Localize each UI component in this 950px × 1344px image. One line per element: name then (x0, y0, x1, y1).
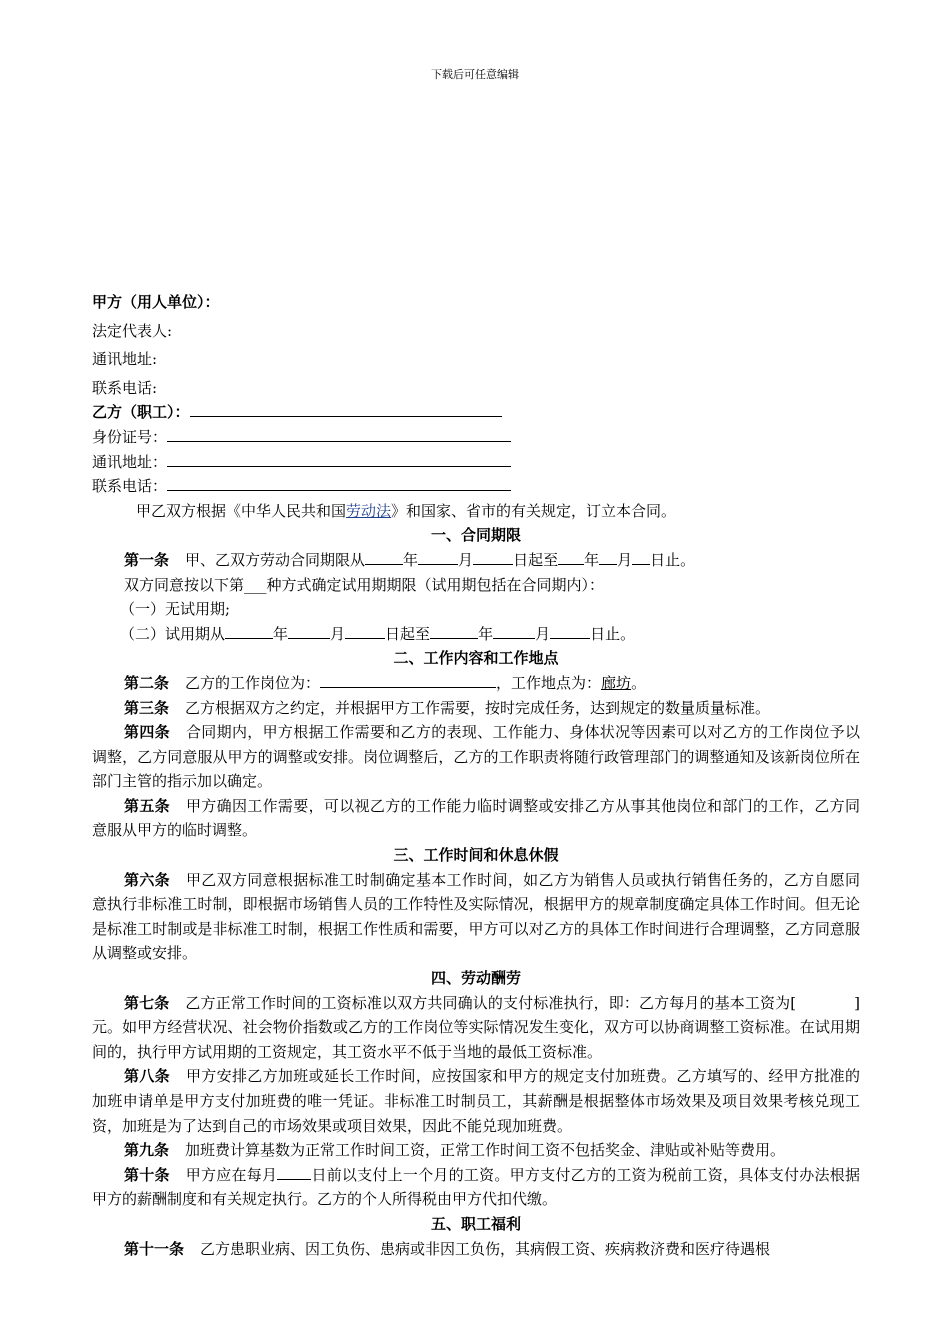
blank-field (288, 622, 330, 639)
article-4-label: 第四条 (124, 723, 170, 742)
article-10-text-2: 日前以支付上一个月的工资。甲方支付乙方的工资为税前工资，具体支付办法根据甲方的薪酬制度和有关规定执行。乙方的个人所得税由甲方代扣代缴。 (92, 1165, 860, 1209)
article-1 (92, 548, 860, 573)
article-11-label: 第十一条 (124, 1239, 185, 1258)
article-4 (92, 720, 860, 794)
article-5 (92, 794, 860, 843)
intro-paragraph (92, 499, 860, 524)
article-8 (92, 1064, 860, 1138)
article-1-text: 甲、乙双方劳动合同期限从 (185, 550, 366, 569)
trial-option-1: （一）无试用期; (120, 600, 231, 619)
party-b-address-field (167, 450, 511, 467)
party-a-title: 甲方（用人单位）： (92, 293, 220, 311)
trial-option-2 (92, 622, 860, 647)
section-5-title: 五、职工福利 (430, 1214, 521, 1233)
article-10-text-1: 甲方应在每月 (185, 1165, 278, 1184)
contract-body (92, 290, 860, 1261)
article-8-text: 甲方安排乙方加班或延长工作时间，应按国家和甲方的规定支付加班费。乙方填写的、经甲方批准的加班申请单是甲方支付加班费的唯一凭证。非标准工时制员工，其薪酬是根据整体市场效果及项目效果考核兑现工资，加班是为了达到自己的市场效果或项目效果，因此不能兑现加班费。 (92, 1067, 860, 1135)
blank-field (473, 548, 513, 565)
article-2-text-3: 。 (631, 673, 647, 692)
labor-law-link[interactable]: 劳动法 (346, 501, 392, 520)
article-2-text-1: 乙方的工作岗位为： (185, 673, 321, 692)
blank-field (493, 622, 535, 639)
party-b-title: 乙方（职工）： (92, 403, 190, 422)
article-9-text: 加班费计算基数为正常工作时间工资，正常工作时间工资不包括奖金、津贴或补贴等费用。 (185, 1141, 786, 1160)
blank-field (365, 548, 403, 565)
month-label: 月 (330, 624, 346, 643)
article-3 (92, 696, 860, 721)
article-11-text: 乙方患职业病、因工负伤、患病或非因工负伤，其病假工资、疾病救济费和医疗待遇根 (200, 1239, 771, 1258)
blank-field (345, 622, 385, 639)
trial-option-2-text: （二）试用期从 (120, 624, 226, 643)
blank-field (632, 548, 650, 565)
job-position-field (320, 671, 496, 688)
page-header-note: 下载后可任意编辑 (431, 68, 519, 81)
day-end-label: 日止。 (590, 624, 636, 643)
work-place-value: 廊坊 (601, 673, 632, 692)
month-label: 月 (458, 550, 474, 569)
party-b-phone-label: 联系电话： (92, 477, 168, 496)
party-b-address-label: 通讯地址： (92, 452, 168, 471)
party-b-address-row (92, 450, 860, 475)
intro-text-1: 甲乙双方根据《中华人民共和国 (136, 501, 347, 520)
article-7-label: 第七条 (124, 993, 170, 1012)
party-b-phone-row (92, 474, 860, 499)
year-label: 年 (403, 550, 419, 569)
blank-field (418, 548, 458, 565)
article-3-label: 第三条 (124, 698, 170, 717)
blank-field (225, 622, 273, 639)
year-label: 年 (478, 624, 494, 643)
article-4-text: 合同期内，甲方根据工作需要和乙方的表现、工作能力、身体状况等因素可以对乙方的工作岗位予以调整，乙方同意服从甲方的调整或安排。岗位调整后，乙方的工作职责将随行政管理部门的调整通知及该新岗位所在部门主管的指示加以确定。 (92, 723, 860, 791)
party-a-phone: 联系电话: (92, 378, 158, 397)
party-b-phone-field (167, 474, 511, 491)
party-b-id-row (92, 425, 860, 450)
article-10 (92, 1163, 860, 1212)
month-label: 月 (535, 624, 551, 643)
article-8-label: 第八条 (124, 1067, 170, 1086)
month-label: 月 (617, 550, 633, 569)
party-a-rep: 法定代表人: (92, 321, 173, 340)
day-end-label: 日止。 (650, 550, 696, 569)
blank-field (558, 548, 584, 565)
article-5-text: 甲方确因工作需要，可以视乙方的工作能力临时调整或安排乙方从事其他岗位和部门的工作，乙方同意服从甲方的临时调整。 (92, 796, 860, 840)
party-b-id-field (167, 425, 511, 442)
article-11 (92, 1237, 860, 1262)
article-10-label: 第十条 (124, 1165, 170, 1184)
section-3-title: 三、工作时间和休息休假 (393, 846, 559, 865)
article-3-text: 乙方根据双方之约定，并根据甲方工作需要，按时完成任务，达到规定的数量质量标准。 (185, 698, 771, 717)
blank-field (430, 622, 478, 639)
article-6-label: 第六条 (124, 870, 170, 889)
article-7 (92, 991, 860, 1065)
article-6-text: 甲乙双方同意根据标准工时制确定基本工作时间，如乙方为销售人员或执行销售任务的，乙方自愿同意执行非标准工时制，即根据市场销售人员的工作特性及实际情况，根据甲方的规章制度确定具体工作时间。但无论是标准工时制或是非标准工时制，根据工作性质和需要，甲方可以对乙方的具体工作时间进行合理调整，乙方同意服从调整或安排。 (92, 870, 860, 963)
day-from-label: 日起至 (385, 624, 431, 643)
year-label: 年 (273, 624, 289, 643)
article-1-label: 第一条 (124, 550, 170, 569)
article-7-text-2: ]元。如甲方经营状况、社会物价指数或乙方的工作岗位等实际情况发生变化，双方可以协商调整工资标准。在试用期间的，执行甲方试用期的工资规定，其工资水平不低于当地的最低工资标准。 (92, 993, 860, 1061)
article-2-label: 第二条 (124, 673, 170, 692)
party-b-name-field (190, 400, 502, 417)
day-from-label: 日起至 (513, 550, 559, 569)
pay-day-field (277, 1163, 311, 1180)
trial-period-choice: 双方同意按以下第___种方式确定试用期期限（试用期包括在合同期内）： (124, 575, 605, 594)
party-a-address: 通讯地址: (92, 350, 158, 369)
article-9-label: 第九条 (124, 1141, 170, 1160)
article-2 (92, 671, 860, 696)
intro-text-2: 》和国家、省市的有关规定，订立本合同。 (391, 501, 677, 520)
section-4-title: 四、劳动酬劳 (430, 969, 521, 988)
section-1-title: 一、合同期限 (430, 526, 521, 545)
article-5-label: 第五条 (124, 796, 170, 815)
article-7-text-1: 乙方正常工作时间的工资标准以双方共同确认的支付标准执行，即：乙方每月的基本工资为[ (185, 993, 797, 1012)
blank-field (599, 548, 617, 565)
year-label: 年 (584, 550, 600, 569)
party-b-id-label: 身份证号： (92, 427, 168, 446)
section-2-title: 二、工作内容和工作地点 (393, 649, 559, 668)
blank-field (550, 622, 590, 639)
article-2-text-2: ，工作地点为： (496, 673, 602, 692)
article-6 (92, 868, 860, 966)
party-b-title-row (92, 400, 860, 425)
article-9 (92, 1138, 860, 1163)
